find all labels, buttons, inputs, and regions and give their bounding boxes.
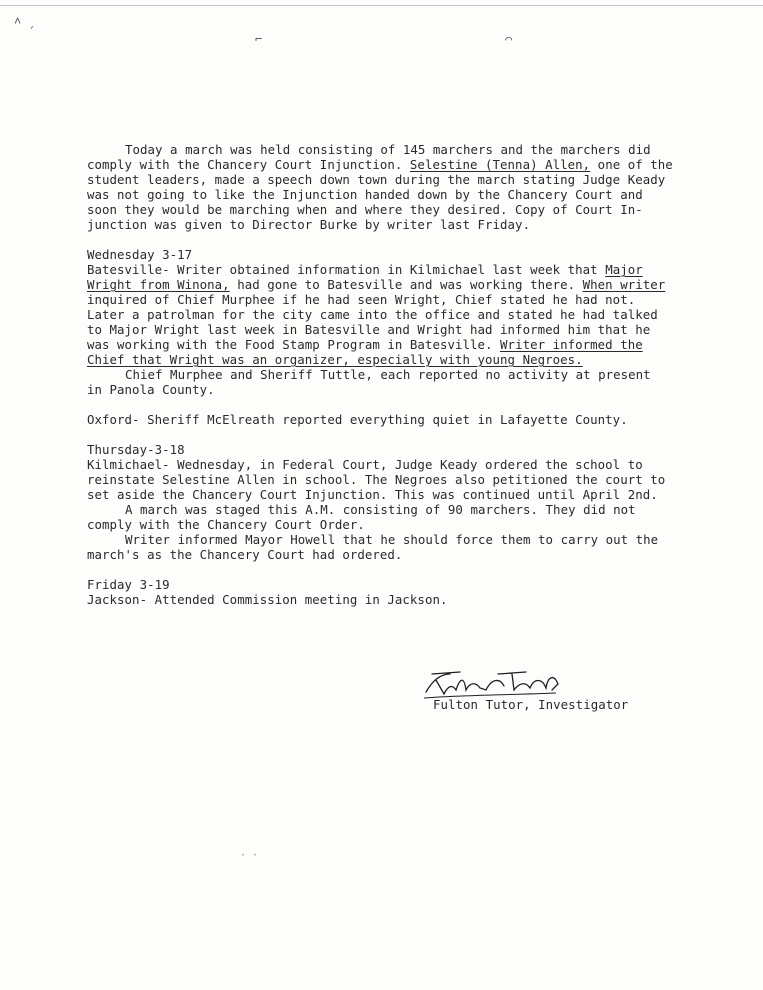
friday-line-1: Jackson- Attended Commission meeting in Jackson.: [87, 592, 448, 607]
paragraph-1-line-4: was not going to like the Injunction handed down by the Chancery Court and: [87, 187, 643, 202]
page-edge-line: [0, 5, 763, 6]
wednesday-line-2: [87, 277, 665, 292]
signature-typed: Fulton Tutor, Investigator: [433, 697, 629, 712]
text-segment: Batesville- Writer obtained information in Kilmichael last week that: [87, 262, 606, 277]
wednesday-line-4: Later a patrolman for the city came into the office and stated he had talked: [87, 307, 658, 322]
paragraph-1-line-3: student leaders, made a speech down town during the march stating Judge Keady: [87, 172, 666, 187]
thursday-line-6: Writer informed Mayor Howell that he should force them to carry out the: [125, 532, 659, 547]
wednesday-line-7: [87, 352, 583, 367]
thursday-line-5: comply with the Chancery Court Order.: [87, 517, 365, 532]
wednesday-line-5: to Major Wright last week in Batesville and Wright had informed him that he: [87, 322, 651, 337]
thursday-line-7: march's as the Chancery Court had ordered.: [87, 547, 403, 562]
wednesday-heading: Wednesday 3-17: [87, 247, 193, 262]
wednesday-line-3: inquired of Chief Murphee if he had seen Wright, Chief stated he had not.: [87, 292, 636, 307]
thursday-line-3: set aside the Chancery Court Injunction. This was continued until April 2nd.: [87, 487, 658, 502]
paragraph-1-line-2: [87, 157, 673, 172]
text-segment: one of the: [590, 157, 673, 172]
wednesday-line-8: Chief Murphee and Sheriff Tuttle, each reported no activity at present: [125, 367, 651, 382]
thursday-line-2: reinstate Selestine Allen in school. The Negroes also petitioned the court to: [87, 472, 666, 487]
text-segment: had gone to Batesville and was working there.: [229, 277, 583, 292]
stray-mark: · ·: [240, 850, 259, 861]
text-segment: comply with the Chancery Court Injunction.: [87, 157, 410, 172]
stray-mark: ˄ ˏ: [14, 14, 36, 28]
text-segment: was working with the Food Stamp Program in Batesville.: [87, 337, 501, 352]
underlined-text: When writer: [582, 277, 666, 292]
thursday-line-1: Kilmichael- Wednesday, in Federal Court, Judge Keady ordered the school to: [87, 457, 643, 472]
oxford-line: Oxford- Sheriff McElreath reported everything quiet in Lafayette County.: [87, 412, 628, 427]
punch-mark-left: ⌐: [255, 32, 263, 46]
underlined-text: Chief that Wright was an organizer, especially with young Negroes.: [87, 352, 583, 367]
paragraph-1-line-6: junction was given to Director Burke by writer last Friday.: [87, 217, 531, 232]
paragraph-1-line-5: soon they would be marching when and where they desired. Copy of Court In-: [87, 202, 643, 217]
underlined-text: Wright from Winona,: [87, 277, 230, 292]
wednesday-line-1: [87, 262, 643, 277]
paragraph-1-line-1: Today a march was held consisting of 145 marchers and the marchers did: [125, 142, 651, 157]
thursday-line-4: A march was staged this A.M. consisting of 90 marchers. They did not: [125, 502, 636, 517]
underlined-text: Major: [605, 262, 643, 277]
wednesday-line-6: [87, 337, 643, 352]
wednesday-line-9: in Panola County.: [87, 382, 215, 397]
underlined-text: Writer informed the: [500, 337, 643, 352]
friday-heading: Friday 3-19: [87, 577, 170, 592]
thursday-heading: Thursday-3-18: [87, 442, 185, 457]
underlined-name: Selestine (Tenna) Allen,: [409, 157, 591, 172]
punch-mark-right: ⌒: [505, 32, 513, 46]
